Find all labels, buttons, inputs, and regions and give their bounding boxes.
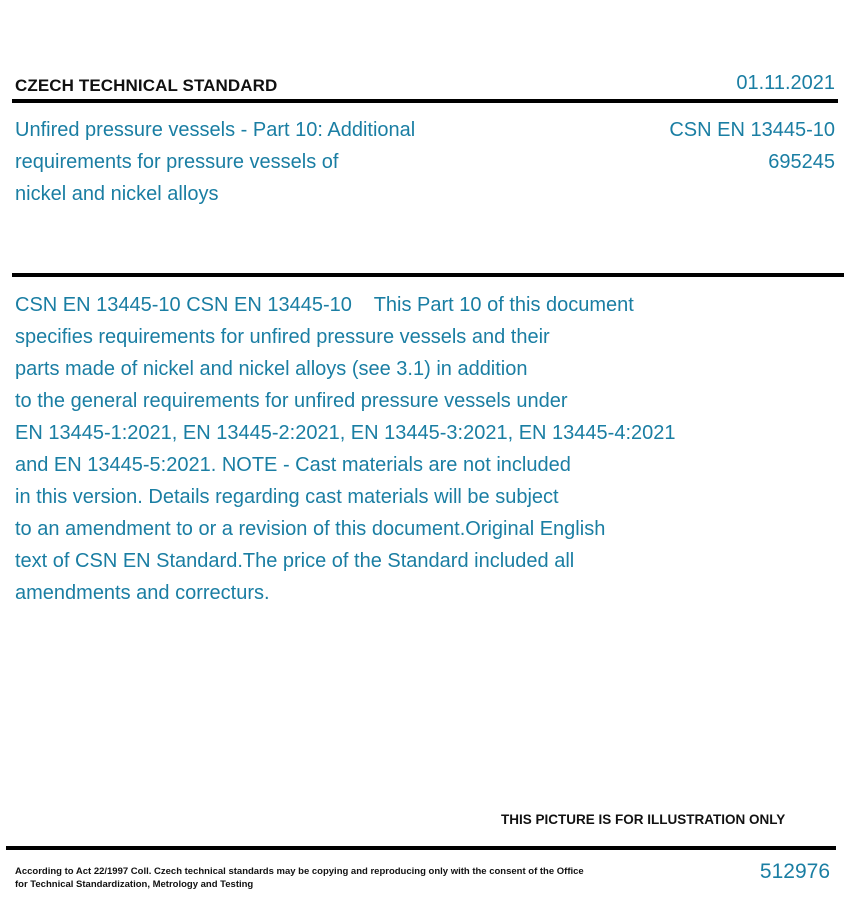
description-line: text of CSN EN Standard.The price of the Standard included all [15, 550, 575, 572]
illustration-note: THIS PICTURE IS FOR ILLUSTRATION ONLY [501, 812, 786, 827]
description-line: specifies requirements for unfired pressure vessels and their [15, 326, 550, 348]
title-line: Unfired pressure vessels - Part 10: Additional [15, 119, 416, 141]
title-line: nickel and nickel alloys [15, 183, 219, 205]
footer-document-id: 512976 [759, 860, 830, 883]
description-line: EN 13445-1:2021, EN 13445-2:2021, EN 13445-3:2021, EN 13445-4:2021 [15, 422, 676, 444]
document-header-label: CZECH TECHNICAL STANDARD [15, 76, 278, 95]
header-divider [12, 99, 838, 103]
legal-line: for Technical Standardization, Metrology and Testing [15, 879, 254, 890]
standard-code-block [669, 114, 835, 178]
description-line: amendments and correcturs. [15, 582, 270, 604]
title-line: requirements for pressure vessels of [15, 151, 339, 173]
footer-legal-notice [15, 865, 595, 891]
legal-line: According to Act 22/1997 Coll. Czech technical standards may be copying and reproducing only with the consent of the Office [15, 866, 584, 877]
description-line: and EN 13445-5:2021. NOTE - Cast materials are not included [15, 454, 571, 476]
section-divider [12, 273, 844, 277]
catalog-number: 695245 [768, 151, 835, 173]
description-line: to the general requirements for unfired pressure vessels under [15, 390, 568, 412]
description-line: CSN EN 13445-10 CSN EN 13445-10 This Part 10 of this document [15, 294, 634, 316]
description-line: to an amendment to or a revision of this document.Original English [15, 518, 606, 540]
description-line: parts made of nickel and nickel alloys (see 3.1) in addition [15, 358, 528, 380]
document-date: 01.11.2021 [736, 72, 835, 94]
standard-title [15, 114, 465, 210]
standard-description [15, 289, 735, 609]
standard-code: CSN EN 13445-10 [669, 119, 835, 141]
footer-divider [6, 846, 836, 850]
description-line: in this version. Details regarding cast materials will be subject [15, 486, 559, 508]
